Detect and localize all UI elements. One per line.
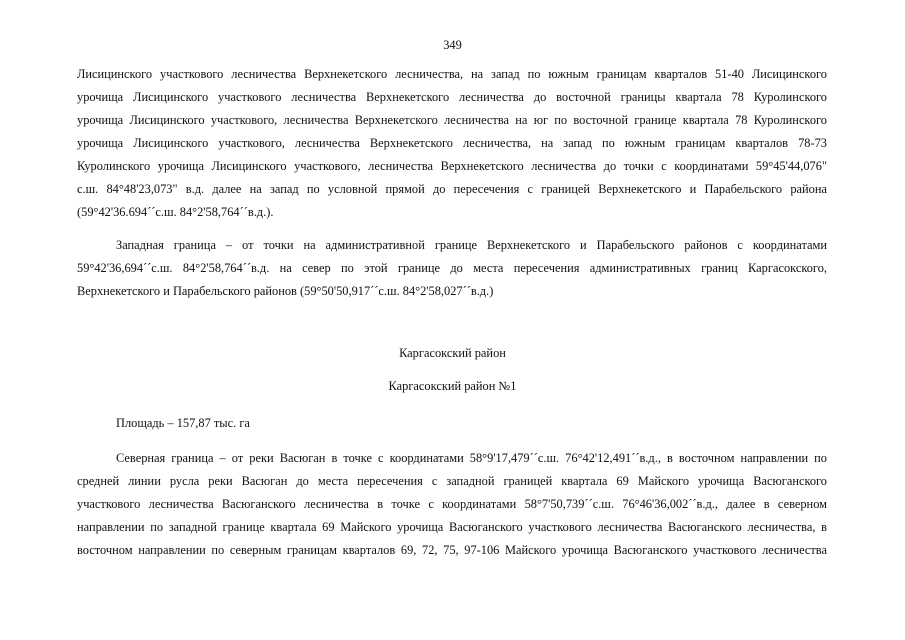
paragraph-1-line-3: урочища Лисицинского участкового, лесничества Верхнекетского лесничества на юг по восточной границе квартала 78 Куролинского xyxy=(77,113,827,127)
paragraph-1-line-7: (59°42'36.694´´с.ш. 84°2'58,764´´в.д.). xyxy=(77,205,274,219)
paragraph-1-line-2: урочища Лисицинского участкового лесничества Верхнекетского лесничества до восточной границы квартала 78 Куролинского xyxy=(77,90,827,104)
paragraph-1-line-4: урочища Лисицинского участкового, лесничества Верхнекетского лесничества, на запад по южным границам кварталов 78-73 xyxy=(77,136,827,150)
paragraph-3-line-5: восточном направлении по северным границам кварталов 69, 72, 75, 97-106 Майского урочища Васюганского участкового лесничества xyxy=(77,543,827,557)
paragraph-1-line-1: Лисицинского участкового лесничества Верхнекетского лесничества, на запад по южным границам кварталов 51-40 Лисицинского xyxy=(77,67,827,81)
page-number: 349 xyxy=(443,38,462,52)
district-subheading: Каргасокский район №1 xyxy=(388,379,517,393)
paragraph-3-line-1: Северная граница – от реки Васюган в точке с координатами 58°9'17,479´´с.ш. 76°42'12,491´´в.д., в восточном направлении по xyxy=(116,451,827,465)
paragraph-3-line-2: средней линии русла реки Васюган до места пересечения с западной границей квартала 69 Майского урочища Васюганского xyxy=(77,474,827,488)
paragraph-3-line-4: направлении по западной границе квартала 69 Майского урочища Васюганского участкового лесничества Васюганского лесничества, в xyxy=(77,520,827,534)
paragraph-1-line-6: с.ш. 84°48'23,073" в.д. далее на запад по условной прямой до пересечения с границей Верхнекетского и Парабельского района xyxy=(77,182,827,196)
paragraph-1-line-5: Куролинского урочища Лисицинского участкового, лесничества Верхнекетского лесничества до точки с координатами 59°45'44,076" xyxy=(77,159,827,173)
paragraph-3-line-3: участкового лесничества Васюганского лесничества в точке с координатами 58°7'50,739´´с.ш. 76°46'36,002´´в.д., далее в северном xyxy=(77,497,827,511)
district-heading: Каргасокский район xyxy=(399,346,506,360)
paragraph-2-line-2: 59°42'36,694´´с.ш. 84°2'58,764´´в.д. на север по этой границе до места пересечения административных границ Каргасокского, xyxy=(77,261,827,275)
paragraph-2-line-1: Западная граница – от точки на административной границе Верхнекетского и Парабельского районов с координатами xyxy=(116,238,827,252)
paragraph-2-line-3: Верхнекетского и Парабельского районов (59°50'50,917´´с.ш. 84°2'58,027´´в.д.) xyxy=(77,284,494,298)
area-text: Площадь – 157,87 тыс. га xyxy=(116,416,250,430)
